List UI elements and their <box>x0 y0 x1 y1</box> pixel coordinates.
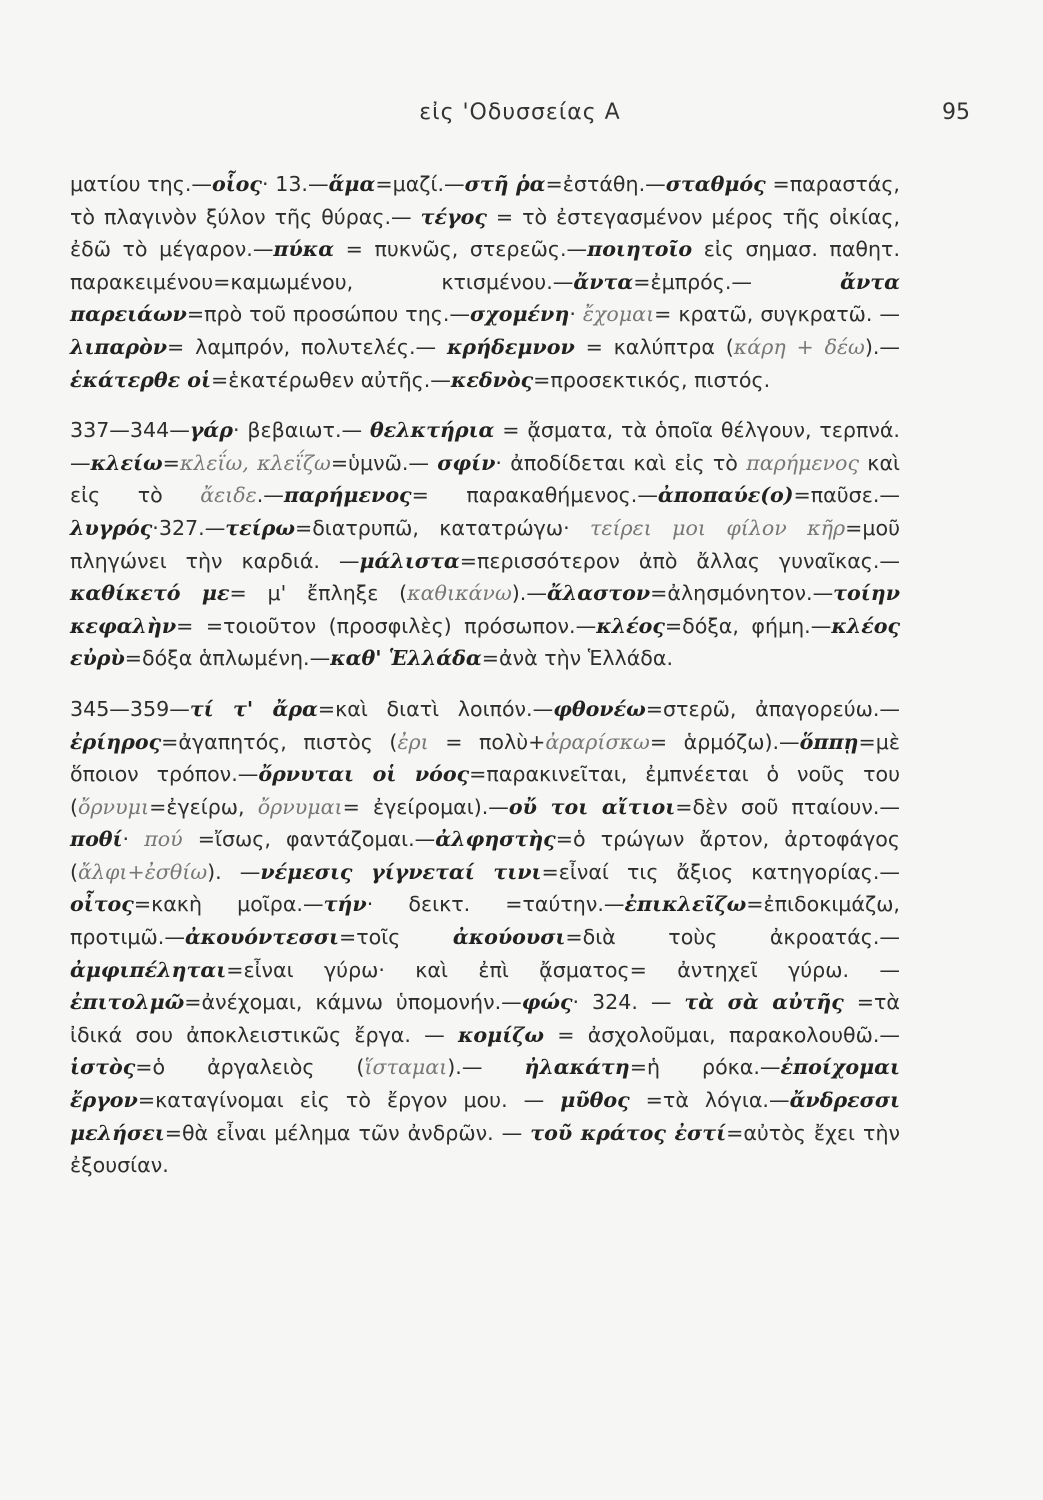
gloss-text: = τὸ ἐστεγασμένον μέρος τῆς οἰκίας, ἐδῶ τὸ μέγαρον.— <box>70 204 900 262</box>
etymology-note: ὄρνυμι <box>78 794 150 819</box>
paragraph-lines-345-359 <box>70 693 900 1182</box>
page-header <box>70 100 970 140</box>
gloss-text: εἰς σημασ. παθητ. παρακειμένου=καμωμένου, κτισμένου.— <box>70 237 900 294</box>
lemma: σχομένη <box>469 302 570 327</box>
etymology-note: καθικάνω <box>407 581 512 606</box>
etymology-note: πού <box>144 827 183 852</box>
page-number: 95 <box>942 100 970 125</box>
gloss-text: =μὲ ὅποιον τρόπον.— <box>70 729 900 787</box>
gloss-text: =ἐπιδοκιμάζω, προτιμῶ.— <box>70 892 900 950</box>
lemma: ποθί <box>70 827 123 852</box>
lemma: κλείω <box>90 450 163 475</box>
gloss-text: =δόξα ἁπλωμένη.— <box>124 646 331 671</box>
gloss-text: =ἀνέχομαι, κάμνω ὑπομονήν.— <box>184 990 522 1015</box>
paragraph-lines-337-344 <box>70 414 900 675</box>
lemma: στῆ ῥα <box>464 172 546 196</box>
paragraph-lines-1-336 <box>70 168 900 396</box>
gloss-text: = =τοιοῦτον (προσφιλὲς) πρόσωπον.— <box>176 613 597 638</box>
lemma: παρήμενος <box>283 483 412 508</box>
gloss-text: =ὑμνῶ.— <box>330 450 438 475</box>
lemma: κλέος <box>596 613 665 638</box>
gloss-text: =τοῖς <box>338 925 453 950</box>
lemma: σταθμός <box>665 172 766 196</box>
gloss-text: =θὰ εἶναι μέλημα τῶν ἀνδρῶν. — <box>164 1120 531 1145</box>
gloss-text: ).— <box>447 1055 525 1080</box>
gloss-text: ).— <box>864 334 901 359</box>
lemma: οὔ τοι αἴτιοι <box>508 794 676 819</box>
lemma: ἑκάτερθε οἱ <box>70 367 211 392</box>
gloss-text: =εἶναι γύρω· καὶ ἐπὶ ᾄσματος= ἀντηχεῖ γύρω. — <box>226 957 900 982</box>
gloss-text: =ἐμπρός.— <box>633 269 841 294</box>
etymology-note: ἔχομαι <box>582 302 655 327</box>
lemma: ἱστὸς <box>70 1055 136 1080</box>
lemma: καθίκετό με <box>70 581 230 606</box>
etymology-note: ἄλφι+ἐσθίω <box>78 859 208 884</box>
gloss-text: = παρακαθήμενος.— <box>411 483 658 508</box>
lemma: νέμεσις γίγνεταί τινι <box>260 859 542 884</box>
gloss-text: καὶ εἰς τὸ <box>70 450 900 508</box>
lemma: ὄρνυται οἱ νόος <box>258 762 470 787</box>
lemma: οἶτος <box>70 892 134 917</box>
lemma: ἄντα παρειάων <box>70 269 900 327</box>
gloss-text: .— <box>256 483 284 508</box>
lemma: φθονέω <box>553 696 646 721</box>
lemma: κομίζω <box>457 1022 544 1047</box>
lemma: ἀλφηστὴς <box>435 827 556 852</box>
lemma: ἀκουόντεσσι <box>184 925 339 950</box>
lemma: ἀποπαύε(ο) <box>657 483 794 508</box>
gloss-text: = <box>162 450 180 475</box>
gloss-text: = μ' ἔπληξε ( <box>229 581 408 606</box>
gloss-text: =εἶναί τις ἄξιος κατηγορίας.— <box>541 859 900 884</box>
gloss-text: =μοῦ πληγώνει τὴν καρδιά. — <box>70 515 900 573</box>
gloss-text: =δὲν σοῦ πταίουν.— <box>675 794 900 819</box>
etymology-note: ἵσταμαι <box>364 1055 448 1080</box>
gloss-text: = κρατῶ, συγκρατῶ. — <box>654 302 901 327</box>
gloss-text: =ἐστάθη.— <box>545 172 666 196</box>
lemma: ἄντα <box>573 269 634 294</box>
lemma: κρήδεμνον <box>446 334 575 359</box>
gloss-text: =παρακινεῖται, ἐμπνέεται ὁ νοῦς του ( <box>70 762 900 819</box>
etymology-note: παρήμενος <box>746 450 859 475</box>
lemma: τοίην κεφαλὴν <box>70 581 900 638</box>
gloss-text: =ἐγείρω, <box>149 794 258 819</box>
lemma: γάρ <box>189 418 233 443</box>
lemma: κεδνὸς <box>450 367 534 392</box>
gloss-text: =δόξα, φήμη.— <box>664 613 832 638</box>
lemma: ἐπικλεῖζω <box>624 892 747 917</box>
gloss-text: = πυκνῶς, στερεῶς.— <box>334 237 588 262</box>
lemma: πύκα <box>273 237 335 262</box>
gloss-text: = λαμπρόν, πολυτελές.— <box>167 334 447 359</box>
lemma: ἠλακάτη <box>524 1055 630 1080</box>
lemma: τείρω <box>225 515 295 540</box>
gloss-text: ·327.— <box>152 515 226 540</box>
gloss-text: · 324. — <box>572 990 685 1015</box>
lemma: τέγος <box>420 204 487 229</box>
lemma: ὅππῃ <box>799 729 859 754</box>
gloss-text: = ἀσχολοῦμαι, παρακολουθῶ.— <box>543 1022 900 1047</box>
running-title: εἰς 'Οδυσσείας Α <box>419 100 621 125</box>
gloss-text: ματίου της.— <box>70 172 212 196</box>
gloss-text: =ἑκατέρωθεν αὐτῆς.— <box>211 367 451 392</box>
etymology-note: ἀραρίσκω <box>545 729 650 754</box>
lemma: θελκτήρια <box>369 418 495 443</box>
gloss-text: =τὰ ἰδικά σου ἀποκλειστικῶς ἔργα. — <box>70 990 900 1047</box>
gloss-text: · δεικτ. =ταύτην.— <box>366 892 625 917</box>
gloss-text: 337—344— <box>70 418 190 443</box>
gloss-text: = πολὺ+ <box>428 729 546 754</box>
gloss-text: =πρὸ τοῦ προσώπου της.— <box>186 302 470 327</box>
gloss-text: ).— <box>511 581 547 606</box>
gloss-text: =προσεκτικός, πιστός. <box>533 367 771 392</box>
gloss-text: ). — <box>207 859 261 884</box>
lemma: ἐπιτολμῶ <box>70 990 185 1015</box>
gloss-text: · <box>569 302 583 327</box>
gloss-text: = ᾄσματα, τὰ ὁποῖα θέλγουν, τερπνά.— <box>70 418 900 475</box>
gloss-text: =αὐτὸς ἔχει τὴν ἐξουσίαν. <box>70 1120 900 1178</box>
lemma: τί τ' ἄρα <box>189 696 318 721</box>
gloss-text: =ἀνὰ τὴν Ἑλλάδα. <box>481 646 674 671</box>
gloss-text: =ὁ τρώγων ἄρτον, ἀρτοφάγος ( <box>70 827 900 884</box>
lemma: φώς <box>521 990 573 1015</box>
lemma: ποιητοῖο <box>587 237 693 262</box>
gloss-text: =ὁ ἀργαλειὸς ( <box>135 1055 365 1080</box>
gloss-text: =διὰ τοὺς ἀκροατάς.— <box>565 925 901 950</box>
lemma: μάλιστα <box>359 548 460 573</box>
lemma: ἐποίχομαι ἔργον <box>70 1055 900 1113</box>
gloss-text: · βεβαιωτ.— <box>232 418 370 443</box>
gloss-text: =ἡ ρόκα.— <box>629 1055 781 1080</box>
gloss-text: =καὶ διατὶ λοιπόν.— <box>317 696 554 721</box>
etymology-note: τείρει μοι φίλον κῆρ <box>590 515 846 540</box>
lemma: ἅμα <box>328 172 376 196</box>
gloss-text: =περισσότερον ἀπὸ ἄλλας γυναῖκας.— <box>459 548 900 573</box>
gloss-text: =ἀλησμόνητον.— <box>650 581 834 606</box>
lemma: καθ' Ἑλλάδα <box>330 646 482 671</box>
lemma: ἄλαστον <box>546 581 651 606</box>
etymology-note: ἄειδε <box>200 483 257 508</box>
gloss-text: 345—359— <box>70 696 190 721</box>
gloss-text: = καλύπτρα ( <box>574 334 734 359</box>
gloss-text: · ἀποδίδεται καὶ εἰς τὸ <box>495 450 747 475</box>
gloss-text: · 13.— <box>261 172 329 196</box>
gloss-text: =καταγίνομαι εἰς τὸ ἔργον μου. — <box>137 1088 561 1113</box>
lemma: οἷος <box>211 172 262 196</box>
lemma: λυγρός <box>70 515 153 540</box>
lemma: τήν <box>323 892 367 917</box>
gloss-text: =τὰ λόγια.— <box>629 1088 790 1113</box>
lemma: ἀκούουσι <box>452 925 566 950</box>
gloss-text: =παραστάς, τὸ πλαγινὸν ξύλον τῆς θύρας.— <box>70 172 900 229</box>
gloss-text: =στερῶ, ἀπαγορεύω.— <box>645 696 901 721</box>
gloss-text: =ἴσως, φαντάζομαι.— <box>182 827 436 852</box>
lemma: μῦθος <box>560 1088 630 1113</box>
lemma: ἄνδρεσσι μελήσει <box>70 1088 900 1145</box>
etymology-note: κλεΐω, κλεΐζω <box>179 450 331 475</box>
lemma: κλέος εὐρὺ <box>70 613 900 671</box>
commentary-body <box>70 168 900 1182</box>
lemma: ἀμφιπέληται <box>70 957 227 982</box>
gloss-text: =παῦσε.— <box>793 483 900 508</box>
etymology-note: ἐρι <box>397 729 429 754</box>
lemma: λιπαρὸν <box>70 334 168 359</box>
lemma: ἐρίηρος <box>70 729 162 754</box>
gloss-text: · <box>122 827 145 852</box>
gloss-text: =ἀγαπητός, πιστὸς ( <box>161 729 398 754</box>
gloss-text: = ἐγείρομαι).— <box>342 794 509 819</box>
gloss-text: =κακὴ μοῖρα.— <box>133 892 324 917</box>
lemma: τοῦ κράτος ἐστί <box>530 1120 727 1145</box>
gloss-text: =διατρυπῶ, κατατρώγω· <box>294 515 591 540</box>
gloss-text: =μαζί.— <box>375 172 465 196</box>
gloss-text: = ἁρμόζω).— <box>649 729 800 754</box>
etymology-note: ὄρνυμαι <box>257 794 343 819</box>
lemma: τὰ σὰ αὐτῆς <box>684 990 844 1015</box>
etymology-note: κάρη + δέω <box>733 334 865 359</box>
lemma: σφίν <box>437 450 496 475</box>
